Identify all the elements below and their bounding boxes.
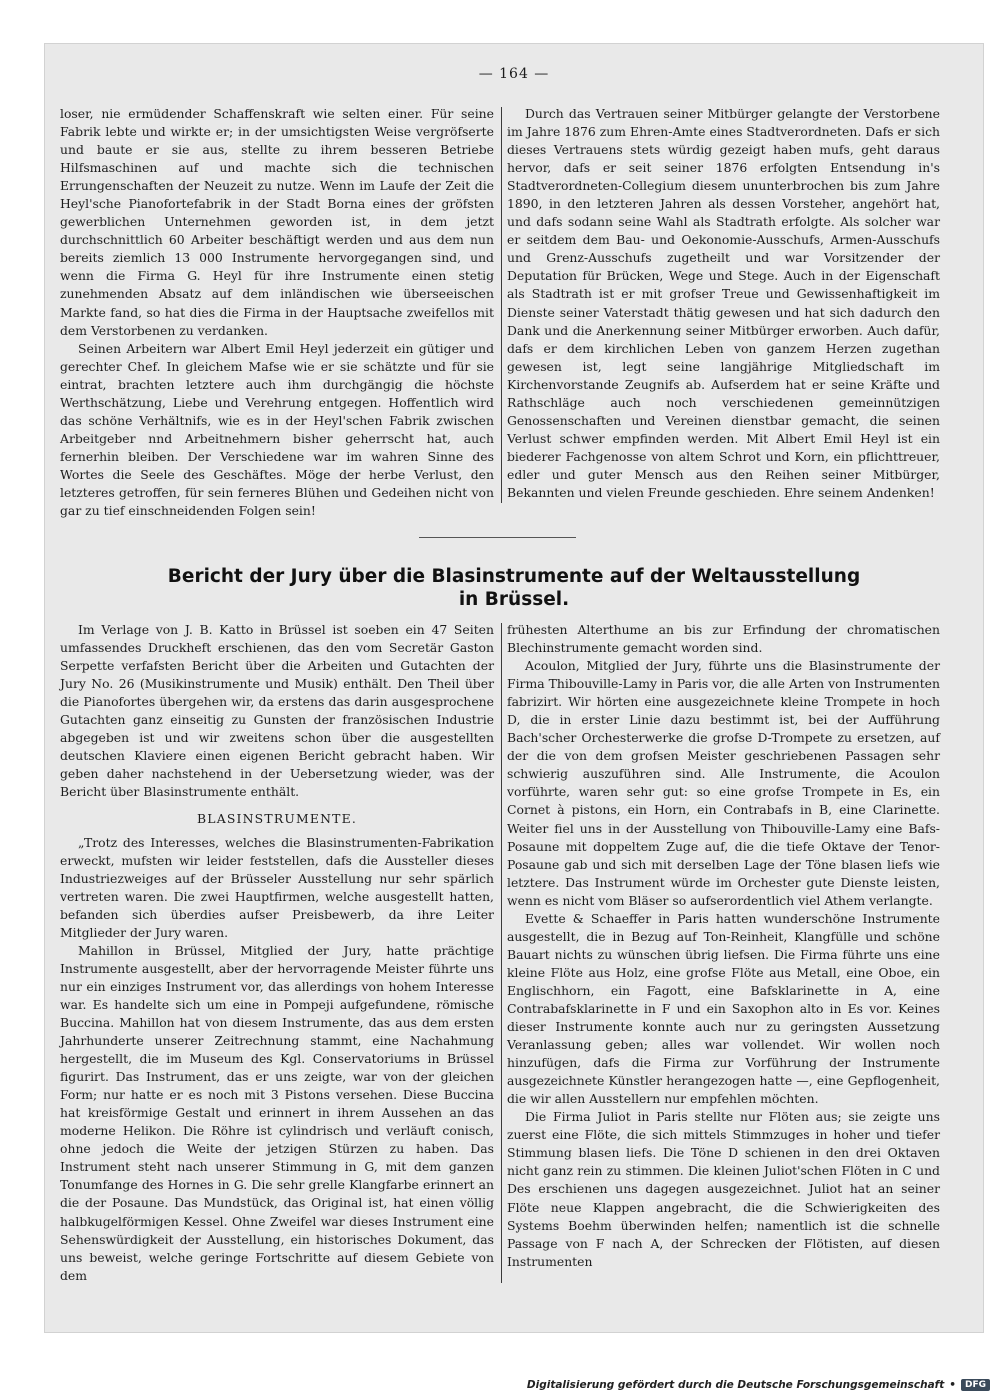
article-title-line: in Brüssel. bbox=[458, 589, 570, 610]
paragraph: Acoulon, Mitglied der Jury, führte uns die Blasinstrumente der Firma Thibouville-Lamy in Paris vor, die alle Arten von Instrumenten fabrizirt. Wir hörten eine ausgezeichnete kleine Trompete in hoch D, die in erster Linie dazu bestimmt ist, bei der Aufführung Bach'scher Orchesterwerke die grofse D-Trompete zu ersetzen, auf der die von dem grofsen Meister geschriebenen Passagen sehr schwierig auszuführen sind. Alle Instrumente, die Acoulon vorführte, waren sehr gut: so eine grofse Trompete in Es, ein Cornet à pistons, ein Horn, ein Contrabafs in B, eine Clarinette. Weiter fiel uns in der Ausstellung von Thibouville-Lamy eine Bafs-Posaune mit doppeltem Zuge auf, die die tiefe Oktave der Tenor-Posaune gab und sich mit derselben Lage der Töne blasen liefs wie letztere. Das Instrument würde im Orchester gute Dienste leisten, wenn es nicht vom Bläser so aufserordentlich viel Athem verlangte. bbox=[507, 658, 940, 908]
paragraph: Die Firma Juliot in Paris stellte nur Flöten aus; sie zeigte uns zuerst eine Flöte, die sich mittels Stimmzuges in hoher und tiefer Stimmung blasen liefs. Die Töne D schienen in den drei Oktaven nicht ganz rein zu stimmen. Die kleinen Juliot'schen Flöten in C und Des erschienen uns dagegen ausgezeichnet. Juliot hat an seiner Flöte neue Klappen angebracht, die die Schwierigkeiten des Systems Boehm überwinden helfen; namentlich ist die schnelle Passage von F nach A, der Schrecken der Flötisten, auf diesen Instrumenten bbox=[507, 1109, 940, 1269]
paragraph: Mahillon in Brüssel, Mitglied der Jury, hatte prächtige Instrumente ausgestellt, aber der hervorragende Meister führte uns nur ein einziges Instrument vor, das allerdings von hohem Interesse war. Es handelte sich um eine in Pompeji aufgefundene, römische Buccina. Mahillon hat von diesem Instrumente, das aus dem ersten Jahrhunderte unserer Zeitrechnung stammt, eine Nachahmung hergestellt, die im Museum des Kgl. Conservatoriums in Brüssel figurirt. Das Instrument, das er uns zeigte, war von der gleichen Form; nur hatte er es noch mit 3 Pistons versehen. Diese Buccina hat kreisförmige Gestalt und erinnert in ihrem Aussehen an das moderne Helikon. Die Röhre ist cylindrisch und verläuft conisch, ohne jedoch die Weite der jetzigen Stürzen zu haben. Das Instrument steht nach unserer Stimmung in G, mit dem ganzen Tonumfange des Hornes in G. Die sehr grelle Klangfarbe erinnert an die der Posaune. Das Mundstück, das Original ist, hat einen völlig halbkugelförmigen Kessel. Ohne Zweifel war dieses Instrument eine Sehenswürdigkeit der Ausstellung, ein historisches Dokument, das uns beweist, welche geringe Fortschritte auf diesem Gebiete von dem bbox=[60, 942, 494, 1283]
report-right-column bbox=[507, 621, 940, 1271]
footer-credit: Digitalisierung gefördert durch die Deutsche Forschungsgemeinschaft bbox=[526, 1379, 945, 1391]
paragraph: Im Verlage von J. B. Katto in Brüssel ist soeben ein 47 Seiten umfassendes Druckheft erschienen, das den vom Secretär Gaston Serpette verfafsten Bericht über die Arbeiten und Gutachten der Jury No. 26 (Musikinstrumente und Musik) enthält. Den Theil über die Pianofortes übergehen wir, da erstens das darin ausgesprochene Gutachten ganz einseitig zu Gunsten der französischen Industrie abgegeben ist und wir zweitens schon über die ausgestellten deutschen Klaviere einen eigenen Bericht gebracht haben. Wir geben daher nachstehend in der Uebersetzung wieder, was der Bericht über Blasinstrumente enthält. bbox=[60, 622, 494, 800]
page-number: — 164 — bbox=[478, 66, 550, 82]
paragraph: „Trotz des Interesses, welches die Blasinstrumenten-Fabrikation erweckt, mufsten wir leider feststellen, dafs die Aussteller dieses Industriezweiges auf der Brüsseler Ausstellung nur sehr spärlich vertreten waren. Die zwei Hauptfirmen, welche ausgestellt hatten, befanden sich überdies aufser Preisbewerb, da ihre Leiter Mitglieder der Jury waren. bbox=[60, 834, 494, 940]
article-top-left-column bbox=[60, 105, 494, 520]
article-top-right-column bbox=[507, 105, 940, 502]
article-title bbox=[64, 565, 964, 611]
section-heading: BLASINSTRUMENTE. bbox=[196, 811, 358, 827]
paragraph: Evette & Schaeffer in Paris hatten wunderschöne Instrumente ausgestellt, die in Bezug auf Ton-Reinheit, Klangfülle und schöne Bauart nichts zu wünschen übrig liefsen. Die Firma führte uns eine kleine Flöte aus Holz, eine grofse Flöte aus Metall, eine Oboe, ein Englischhorn, ein Fagott, eine Bafsklarinette in A, eine Contrabafsklarinette in F und ein Saxophon alto in Es vor. Keines dieser Instrumente konnte auch nur zu geringsten Aussetzung Veranlassung geben; alles war vollendet. Wir wollen noch hinzufügen, dafs die Firma zur Vorführung der Instrumente ausgezeichnete Künstler herangezogen hatte —, eine Gepflogenheit, die wir allen Ausstellern nur empfehlen möchten. bbox=[507, 910, 940, 1107]
paragraph: Durch das Vertrauen seiner Mitbürger gelangte der Verstorbene im Jahre 1876 zum Ehren-Amte eines Stadtverordneten. Dafs er sich dieses Vertrauens stets würdig gezeigt haben mufs, geht daraus hervor, dafs er seit seiner 1876 erfolgten Entsendung in's Stadtverordneten-Collegium diesem ununterbrochen bis zum Jahre 1890, in den letzteren Jahren als dessen Vorsteher, angehört hat, und dafs sodann seine Wahl als Stadtrath erfolgte. Als solcher war er seitdem dem Bau- und Oekonomie-Ausschufs, Armen-Ausschufs und Grenz-Ausschufs zugetheilt und war Vorsitzender der Deputation für Brücken, Wege und Stege. Auch in der Eigenschaft als Stadtrath ist er mit grofser Treue und Gewissenhaftigkeit im Dienste seiner Vaterstadt thätig gewesen und hat sich dadurch den Dank und die Anerkennung seiner Mitbürger erworben. Auch dafür, dafs er dem kirchlichen Leben von ganzem Herzen zugethan gewesen ist, legt seine langjährige Mitgliedschaft im Kirchenvorstande Zeugnifs ab. Aufserdem hat er seine Kräfte und Rathschläge auch noch verschiedenen gemeinnützigen Genossenschaften und Vereinen dienstbar gemacht, die seinen Verlust schwer empfinden werden. Mit Albert Emil Heyl ist ein biederer Fachgenosse von altem Schrot und Korn, ein pflichttreuer, edler und guter Mensch aus den Reihen seiner Mitbürger, Bekannten und vielen Freunde geschieden. Ehre seinem Andenken! bbox=[507, 106, 940, 500]
paragraph: Seinen Arbeitern war Albert Emil Heyl jederzeit ein gütiger und gerechter Chef. In gleichem Mafse wie er sie schätzte und für sie eintrat, brachten letztere auch ihm durchgängig die höchste Werthschätzung, Liebe und Verehrung entgegen. Hoffentlich wird das schöne Verhältnifs, wie es in der Heyl'schen Fabrik zwischen Arbeitgeber nnd Arbeitnehmern bisher geherrscht hat, auch fernerhin bleiben. Der Verschiedene war im wahren Sinne des Wortes die Seele des Geschäftes. Möge der herbe Verlust, den letzteres getroffen, für sein ferneres Blühen und Gedeihen nicht von gar zu tief einschneidenden Folgen sein! bbox=[60, 340, 494, 519]
scanned-page bbox=[44, 43, 984, 1333]
column-divider bbox=[501, 107, 502, 503]
article-title-line: Bericht der Jury über die Blasinstrumente auf der Weltausstellung bbox=[167, 566, 861, 587]
digitization-footer: Digitalisierung gefördert durch die Deutsche Forschungsgemeinschaft • DFG bbox=[527, 1379, 990, 1391]
section-separator bbox=[419, 537, 576, 538]
dfg-logo-icon: DFG bbox=[961, 1379, 990, 1391]
report-left-column bbox=[60, 621, 494, 1285]
column-divider bbox=[501, 623, 502, 1283]
paragraph: frühesten Alterthume an bis zur Erfindung der chromatischen Blechinstrumente gemacht worden sind. bbox=[507, 622, 940, 656]
paragraph: loser, nie ermüdender Schaffenskraft wie selten einer. Für seine Fabrik lebte und wirkte er; in der umsichtigsten Weise vergröfserte und baute er sie aus, stellte zu ihrem besseren Betriebe Hilfsmaschinen auf und machte sich die technischen Errungenschaften der Neuzeit zu nutze. Wenn im Laufe der Zeit die Heyl'sche Pianofortefabrik in der Stadt Borna eines der gröfsten gewerblichen Unternehmen geworden ist, in dem jetzt durchschnittlich 60 Arbeiter beschäftigt werden und aus dem nun bereits ziemlich 13 000 Instrumente hervorgegangen sind, und wenn die Firma G. Heyl für ihre Instrumente einen stetig zunehmenden Absatz auf dem inländischen wie überseeischen Markte fand, so hat dies die Firma in der Hauptsache zweifellos mit dem Verstorbenen zu verdanken. bbox=[60, 106, 494, 338]
